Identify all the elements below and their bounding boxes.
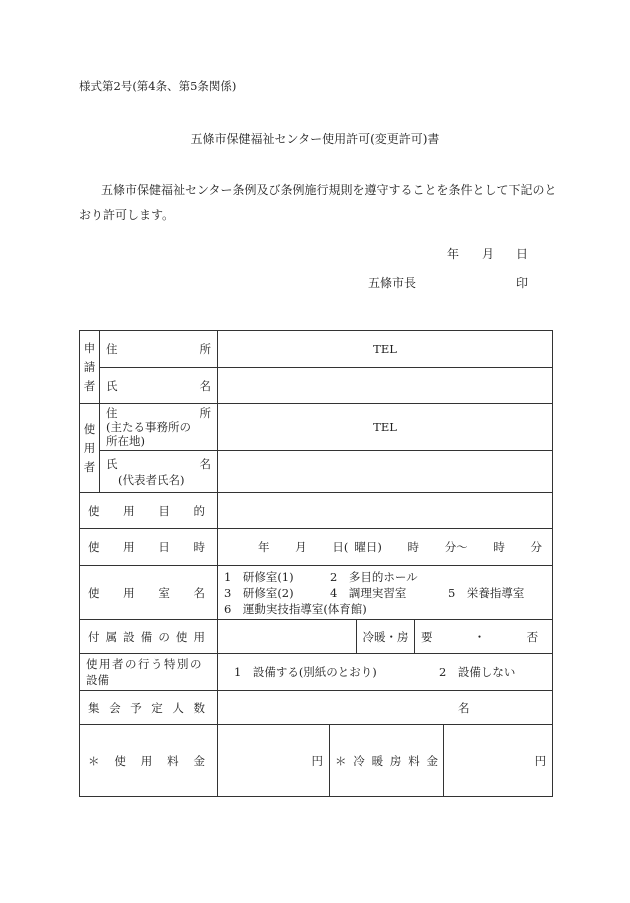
special-option-2[interactable]: 2 設備しない	[439, 665, 516, 679]
preamble-text: 五條市保健福祉センター条例及び条例施行規則を遵守することを条件として下記のとおり許可します。	[79, 183, 557, 222]
seal-mark: 印	[516, 276, 529, 290]
aircon-fee-field[interactable]	[444, 725, 553, 797]
user-name-label: 氏 名 (代表者氏名)	[100, 451, 218, 493]
special-equipment-row	[80, 654, 553, 691]
purpose-field[interactable]	[218, 493, 553, 529]
aircon-fee-unit: 円	[534, 753, 547, 768]
user-name-row	[80, 451, 553, 493]
attendance-unit: 名	[458, 700, 470, 715]
room-option-1[interactable]: 1 研修室(1)	[224, 569, 294, 584]
aircon-choice[interactable]: 要 ・ 否	[415, 620, 553, 654]
purpose-label: 使 用 目 的	[80, 493, 218, 529]
attendance-field[interactable]	[218, 691, 553, 725]
applicant-address-row	[80, 331, 553, 368]
document-title: 五條市保健福祉センター使用許可(変更許可)書	[190, 132, 440, 146]
special-option-1[interactable]: 1 設備する(別紙のとおり)	[234, 665, 377, 679]
user-name-field[interactable]	[218, 451, 553, 493]
special-equipment-label: 使用者の行う特別の 設備	[80, 654, 218, 691]
applicant-name-row	[80, 368, 553, 404]
datetime-field[interactable]: 年 月 日( 曜日) 時 分〜 時 分	[218, 529, 553, 566]
aircon-fee-label: ＊ 冷 暖 房 料 金	[330, 725, 444, 797]
purpose-row	[80, 493, 553, 529]
fees-row	[80, 725, 553, 797]
aircon-label: 冷暖・房	[357, 620, 415, 654]
date-year: 年	[447, 247, 460, 261]
usage-fee-label: ＊ 使 用 料 金	[80, 725, 218, 797]
room-option-2[interactable]: 2 多目的ホール	[330, 569, 418, 584]
applicant-tel-label: TEL	[373, 342, 397, 356]
equipment-label: 付 属 設 備 の 使 用	[80, 620, 218, 654]
usage-fee-field[interactable]	[218, 725, 330, 797]
room-option-4[interactable]: 4 調理実習室	[330, 585, 407, 600]
room-option-6[interactable]: 6 運動実技指導室(体育館)	[224, 601, 367, 616]
user-tel-label: TEL	[373, 420, 397, 434]
application-table	[79, 330, 553, 797]
rooms-label: 使 用 室 名	[80, 566, 218, 620]
attendance-row	[80, 691, 553, 725]
rooms-options[interactable]	[218, 566, 553, 620]
applicant-address-field[interactable]	[218, 331, 553, 368]
room-option-5[interactable]: 5 栄養指導室	[448, 585, 525, 600]
date-day: 日	[516, 247, 529, 261]
applicant-group-label: 申 請 者	[80, 331, 100, 404]
applicant-name-label: 氏 名	[100, 368, 218, 404]
usage-fee-unit: 円	[311, 753, 323, 768]
datetime-row	[80, 529, 553, 566]
special-equipment-options[interactable]	[218, 654, 553, 691]
datetime-label: 使 用 日 時	[80, 529, 218, 566]
mayor-title: 五條市長	[368, 276, 417, 290]
equipment-row	[80, 620, 553, 654]
equipment-field[interactable]	[218, 620, 357, 654]
user-address-row	[80, 404, 553, 451]
applicant-address-label: 住 所	[100, 331, 218, 368]
attendance-label: 集 会 予 定 人 数	[80, 691, 218, 725]
user-group-label: 使 用 者	[80, 404, 100, 493]
room-option-3[interactable]: 3 研修室(2)	[224, 585, 294, 600]
date-month: 月	[482, 247, 495, 261]
user-address-field[interactable]	[218, 404, 553, 451]
rooms-row	[80, 566, 553, 620]
applicant-name-field[interactable]	[218, 368, 553, 404]
user-address-label: 住 所 (主たる事務所の 所在地)	[100, 404, 218, 451]
form-number: 様式第2号(第4条、第5条関係)	[79, 79, 237, 93]
